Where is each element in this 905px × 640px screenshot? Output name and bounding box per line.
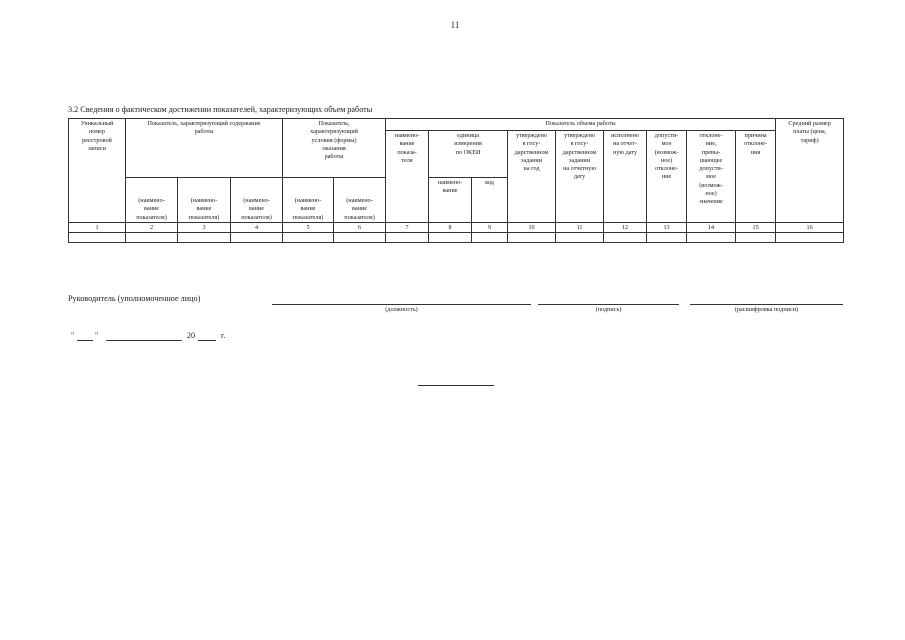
page-number: 11 xyxy=(450,20,460,30)
column-number: 11 xyxy=(556,223,604,233)
table-cell[interactable] xyxy=(126,233,178,243)
column-number: 13 xyxy=(647,223,687,233)
head-label: Руководитель (уполномоченное лицо) xyxy=(68,294,201,303)
table-cell[interactable] xyxy=(386,233,429,243)
table-cell[interactable] xyxy=(334,233,386,243)
position-line[interactable] xyxy=(272,304,531,305)
sub-indicator-name-1: (наимено- вание показателя) xyxy=(126,178,178,223)
header-approved-year: утверждено в госу- дарственном задании на год xyxy=(508,131,556,223)
decode-caption: (расшифровка подписи) xyxy=(734,306,799,313)
table-row-blank xyxy=(69,233,844,243)
table-cell[interactable] xyxy=(472,233,508,243)
header-unit-okei: единица измерения по ОКЕИ xyxy=(429,131,508,178)
table-cell[interactable] xyxy=(687,233,736,243)
header-unique-number: Уникальный номер реестровой записи xyxy=(69,119,126,223)
table-cell[interactable] xyxy=(283,233,334,243)
column-number: 12 xyxy=(604,223,647,233)
header-approved-report-date: утверждено в госу- дарственном задании на отчетную дату xyxy=(556,131,604,223)
column-number: 2 xyxy=(126,223,178,233)
section-title: 3.2 Сведения о фактическом достижении показателей, характеризующих объем работы xyxy=(68,105,373,114)
signature-caption: (подпись) xyxy=(595,306,622,313)
column-number: 16 xyxy=(776,223,844,233)
column-number: 14 xyxy=(687,223,736,233)
date-open-quote: " xyxy=(71,331,75,340)
table-cell[interactable] xyxy=(69,233,126,243)
column-number: 9 xyxy=(472,223,508,233)
column-number: 15 xyxy=(736,223,776,233)
signature-line[interactable] xyxy=(538,304,679,305)
column-number: 4 xyxy=(231,223,283,233)
table-cell[interactable] xyxy=(556,233,604,243)
header-unit-name: наимено- вание xyxy=(429,178,472,223)
table-cell[interactable] xyxy=(178,233,231,243)
footnote-separator xyxy=(418,385,494,386)
header-indicator-name: наимено- вание показа- теля xyxy=(386,131,429,223)
sub-indicator-name-4: (наимено- вание показателя) xyxy=(283,178,334,223)
column-number: 10 xyxy=(508,223,556,233)
table-cell[interactable] xyxy=(776,233,844,243)
column-number: 1 xyxy=(69,223,126,233)
table-cell[interactable] xyxy=(508,233,556,243)
header-unit-code: код xyxy=(472,178,508,223)
header-allowed-deviation: допусти- мое (возмож- ное) отклоне- ние xyxy=(647,131,687,223)
column-number: 3 xyxy=(178,223,231,233)
table-cell[interactable] xyxy=(231,233,283,243)
month-line[interactable] xyxy=(106,340,182,341)
header-avg-payment: Средний размер платы (цена, тариф) xyxy=(776,119,844,223)
sub-indicator-name-3: (наимено- вание показателя) xyxy=(231,178,283,223)
table-cell[interactable] xyxy=(647,233,687,243)
header-content-indicator: Показатель, характеризующий содержание работы xyxy=(126,119,283,178)
header-deviation-reason: причина отклоне- ния xyxy=(736,131,776,223)
table-cell[interactable] xyxy=(604,233,647,243)
table-cell[interactable] xyxy=(736,233,776,243)
column-number: 8 xyxy=(429,223,472,233)
header-volume-indicator: Показатель объема работы xyxy=(386,119,776,131)
column-number: 6 xyxy=(334,223,386,233)
header-exceeding-deviation: отклоне- ние, превы- шающее допусти- мое (возмож- ное) значение xyxy=(687,131,736,223)
column-number: 5 xyxy=(283,223,334,233)
header-conditions-indicator: Показатель, характеризующий условия (формы) оказания работы xyxy=(283,119,386,178)
decode-line[interactable] xyxy=(690,304,843,305)
year-suffix: г. xyxy=(221,331,226,340)
header-executed: исполнено на отчет- ную дату xyxy=(604,131,647,223)
year-prefix: 20 xyxy=(187,331,195,340)
position-caption: (должность) xyxy=(385,306,418,313)
day-line[interactable] xyxy=(77,340,93,341)
date-close-quote: " xyxy=(95,331,99,340)
column-number: 7 xyxy=(386,223,429,233)
year-line[interactable] xyxy=(198,340,216,341)
table-cell[interactable] xyxy=(429,233,472,243)
sub-indicator-name-2: (наимено- вание показателя) xyxy=(178,178,231,223)
volume-indicators-table xyxy=(68,118,844,243)
sub-indicator-name-5: (наимено- вание показателя) xyxy=(334,178,386,223)
